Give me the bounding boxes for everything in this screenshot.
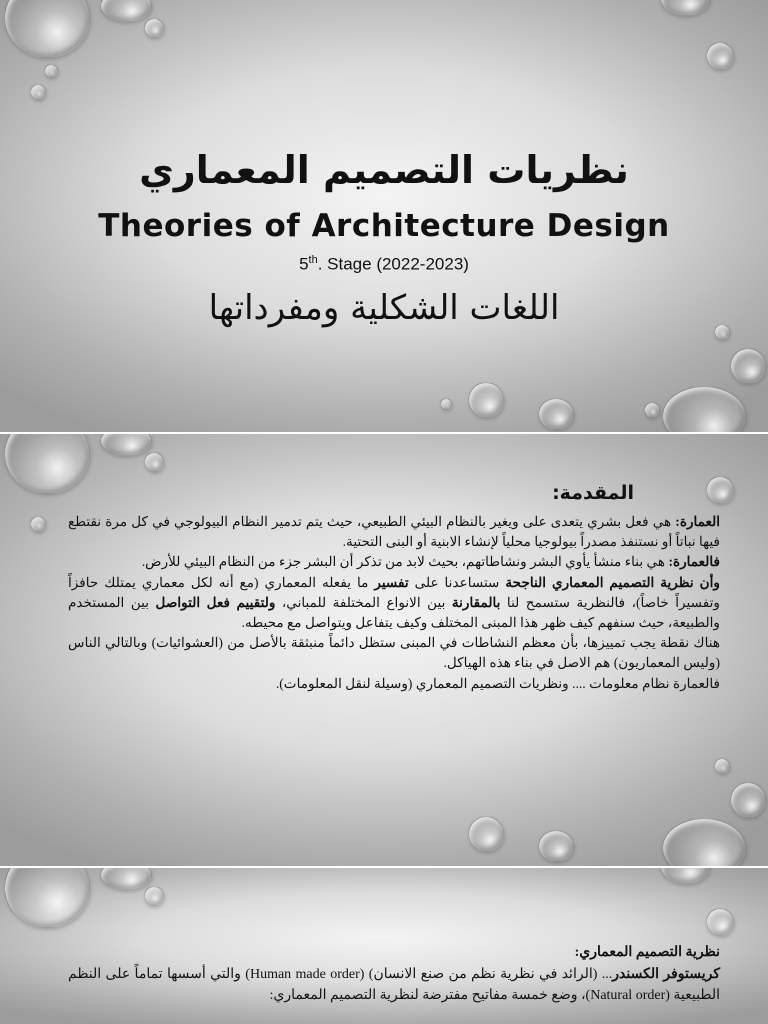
water-drop-decoration [660,0,710,16]
theory-body [68,964,720,1006]
paragraph-text: ... (الرائد في نظرية نظم من صنع الانسان) (Human made order) والتي أسسها تماماً على النظم الطبيعية (Natural order)، وضع خمسة مفاتيح مفترضة لنظرية التصميم المعماري: [68,967,720,1003]
water-drop-decoration [30,84,46,100]
emphasis-text: ولتقييم فعل التواصل [155,594,276,610]
water-drop-decoration [662,386,746,432]
paragraph [68,552,720,572]
section-heading: نظرية التصميم المعماري: [574,945,720,960]
paragraph [68,964,720,1006]
stage-line [0,254,768,275]
slide-title [0,0,768,432]
title-english: Theories of Architecture Design [98,208,670,244]
water-drop-decoration [706,908,734,936]
emphasis-text: بالمقارنة [451,594,501,610]
paragraph-text: ستساعدنا على [408,574,506,590]
emphasis-text: تفسير [374,574,409,590]
paragraph: هناك نقطة يجب تمييزها، بأن معظم النشاطات في المبنى ستظل دائماً منبثقة بالأصل من (العشوائيات) وبالتالي الناس (وليس المعماريون) هم الاصل في بناء هذه الهياكل. [68,635,720,671]
section-heading: المقدمة: [552,482,634,504]
subtitle-arabic: اللغات الشكلية ومفرداتها [208,288,560,328]
water-drop-decoration [44,64,58,78]
stage-ordinal: th [308,254,318,266]
paragraph-text: هي فعل بشري يتعدى على ويغير بالنظام البيئي الطبيعي، حيث يتم تدمير النظام البيولوجي في كل مرة نقتطع فيها نباتاً أو نستنفذ مصدراً بيولوجيا محلياً لإنشاء الابنية أو البنى التحتية. [68,514,720,550]
author-name: كريستوفر الكسندر [612,967,720,982]
water-drop-decoration [468,382,504,418]
slide-introduction [0,434,768,866]
paragraph-text: وأن [693,574,720,590]
water-drop-decoration [4,868,90,928]
water-drop-decoration [730,348,766,384]
water-drop-decoration [100,434,152,456]
paragraph: فالعمارة نظام معلومات .... ونظريات التصميم المعماري (وسيلة لنقل المعلومات). [275,675,720,691]
water-drop-decoration [144,452,164,472]
title-arabic: نظريات التصميم المعماري [139,148,629,192]
slide-design-theory [0,868,768,1024]
paragraph [68,512,720,552]
stage-year: . Stage (2022-2023) [317,254,469,274]
paragraph-text: بين المستخدم والطبيعة، حيث سنفهم كيف ظهر هذا المبنى المختلف وكيف يتفاعل ويتواصل مع محيطه. [68,594,720,631]
water-drop-decoration [660,868,710,884]
water-drop-decoration [100,0,152,22]
water-drop-decoration [730,782,766,818]
water-drop-decoration [4,0,90,58]
water-drop-decoration [644,402,660,418]
water-drop-decoration [144,18,164,38]
term-label: العمارة: [675,514,720,529]
water-drop-decoration [706,42,734,70]
paragraph-text: هي بناء منشأ يأوي البشر ونشاطاتهم، بحيث لابد من تذكر أن البشر جزء من النظام البيئي للأرض. [141,554,669,570]
water-drop-decoration [538,830,574,862]
water-drop-decoration [538,398,574,430]
emphasis-text: نظرية التصميم المعماري الناجحة [505,574,694,590]
term-label: فالعمارة: [668,554,720,570]
water-drop-decoration [144,886,164,906]
intro-body [68,512,720,694]
water-drop-decoration [30,516,46,532]
paragraph [68,573,720,634]
water-drop-decoration [714,758,730,774]
water-drop-decoration [100,868,152,890]
water-drop-decoration [468,816,504,852]
water-drop-decoration [662,818,746,866]
water-drop-decoration [706,476,734,504]
paragraph-text: بين الانواع المختلفة للمباني، [275,594,452,610]
water-drop-decoration [440,398,452,410]
stage-number: 5 [299,254,309,274]
water-drop-decoration [4,434,90,494]
paragraph-text: ما يفعله المعماري (مع أنه لكل معماري يمتلك حافزاً وتفسيراً خاصاً)، فالنظرية ستسمح لنا [68,574,720,610]
